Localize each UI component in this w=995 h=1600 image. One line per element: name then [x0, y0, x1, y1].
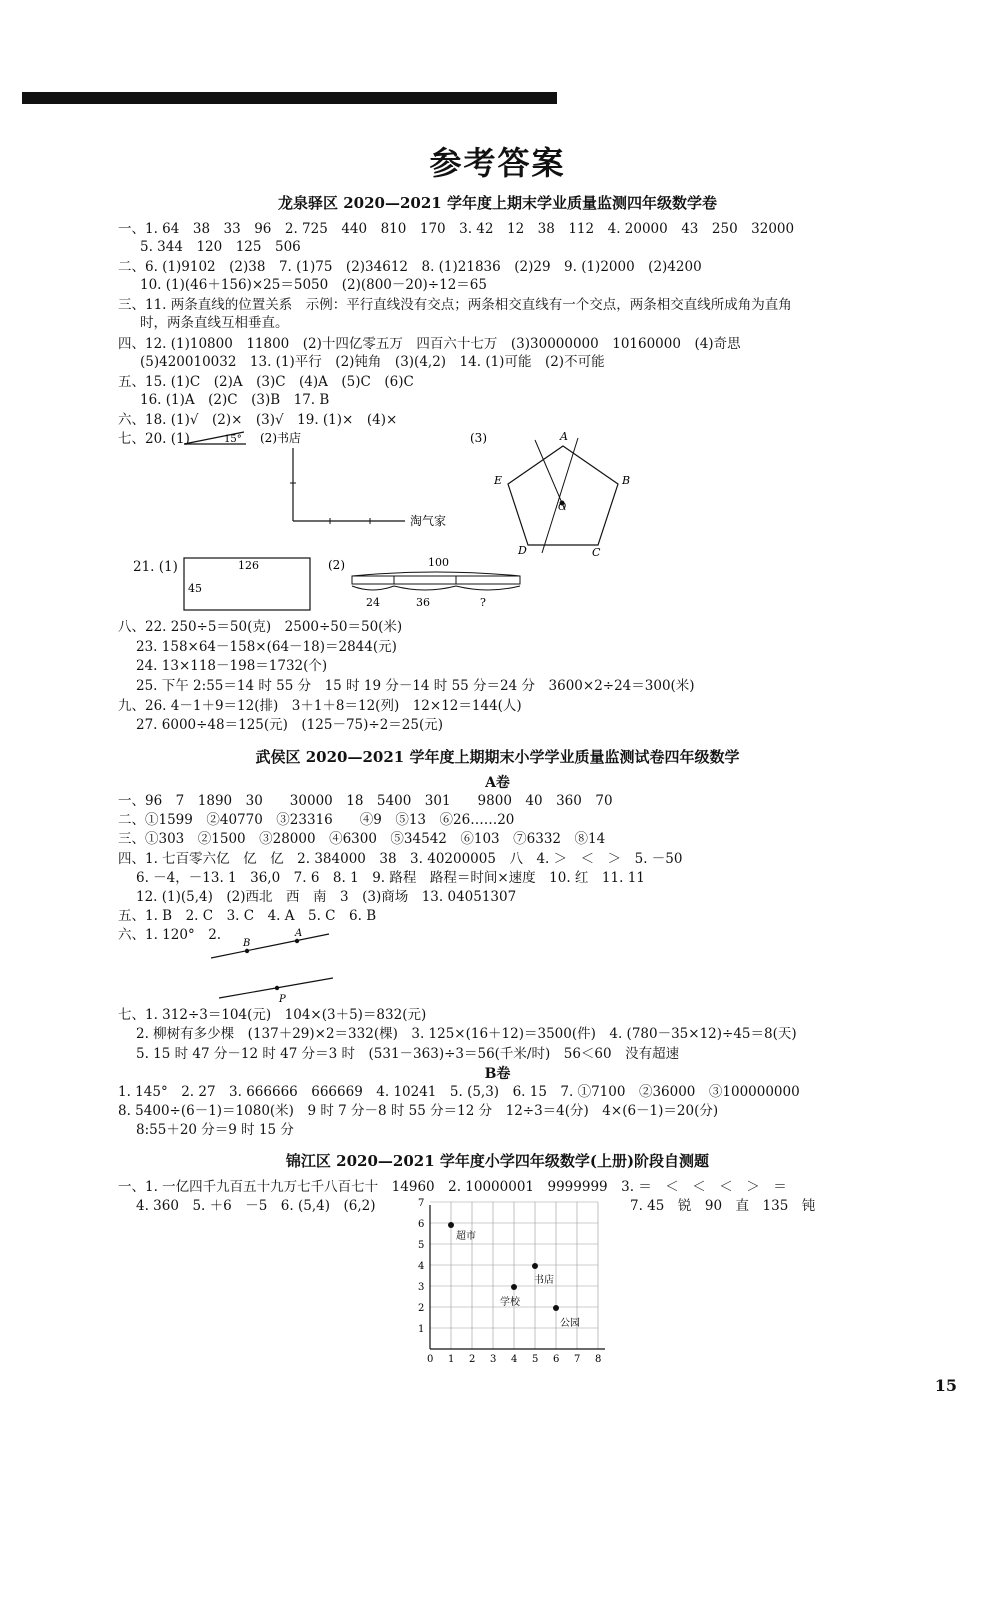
answer-line: 2. 柳树有多少棵 (137＋29)×2＝332(棵) 3. 125×(16＋12)＝3500(件) 4. (780－35×12)÷45＝8(天): [136, 1026, 797, 1042]
x-tick-label: 3: [490, 1354, 497, 1365]
angle-and-route-figure: [180, 428, 480, 538]
svg-text:D: D: [518, 544, 527, 557]
answer-line: 四、1. 七百零六亿 亿 亿 2. 384000 38 3. 40200005 八 4. ＞ ＜ ＞ 5. －50: [118, 851, 683, 867]
answer-line: 6. －4，－13. 1 36,0 7. 6 8. 1 9. 路程 路程＝时间×速度 10. 红 11. 11: [136, 870, 645, 886]
answer-line: 5. 344 120 125 506: [140, 239, 301, 255]
x-tick-label: 8: [595, 1354, 602, 1365]
svg-text:100: 100: [428, 556, 449, 569]
part-a-label: A卷: [485, 775, 510, 791]
answer-line: 25. 下午 2:55＝14 时 55 分 15 时 19 分－14 时 55 分＝24 分 3600×2÷24＝300(米): [136, 678, 695, 694]
answer-line: 时，两条直线互相垂直。: [140, 315, 289, 331]
section-heading-jinjiang: 锦江区 2020—2021 学年度小学四年级数学(上册)阶段自测题: [285, 1152, 710, 1170]
answer-line: 四、12. (1)10800 11800 (2)十四亿零五万 四百六十七万 (3)30000000 10160000 (4)奇思: [118, 336, 741, 352]
answer-line: 一、96 7 1890 30 30000 18 5400 301 9800 40 360 70: [118, 793, 613, 809]
svg-text:C: C: [592, 546, 601, 559]
answer-line: 27. 6000÷48＝125(元) (125－75)÷2＝25(元): [136, 717, 443, 733]
svg-text:126: 126: [238, 559, 259, 572]
svg-text:(2): (2): [328, 558, 345, 572]
y-tick-label: 4: [418, 1261, 425, 1272]
answer-line: (5)420010032 13. (1)平行 (2)钝角 (3)(4,2) 14. (1)可能 (2)不可能: [140, 354, 605, 370]
svg-text:B: B: [622, 474, 631, 487]
y-tick-label: 3: [418, 1282, 425, 1293]
answer-line: 三、11. 两条直线的位置关系 示例：平行直线没有交点；两条相交直线有一个交点，两条相交直线所成角为直角: [118, 297, 792, 313]
svg-text:A: A: [560, 430, 568, 443]
answer-line: 16. (1)A (2)C (3)B 17. B: [140, 392, 330, 408]
page-title: 参考答案: [429, 144, 566, 182]
answer-line: 一、1. 64 38 33 96 2. 725 440 810 170 3. 42 12 38 112 4. 20000 43 250 32000: [118, 221, 795, 237]
answer-line: 23. 158×64－158×(64－18)＝2844(元): [136, 639, 397, 655]
answer-line: 七、1. 312÷3＝104(元) 104×(3＋5)＝832(元): [118, 1007, 427, 1023]
x-tick-label: 4: [511, 1354, 518, 1365]
page-number: 15: [934, 1376, 957, 1395]
svg-text:学校: 学校: [500, 1297, 520, 1308]
answer-line: 5. 15 时 47 分－12 时 47 分＝3 时 (531－363)÷3＝56(千米/时) 56＜60 没有超速: [136, 1046, 680, 1062]
answer-line: 21. (1): [133, 559, 178, 575]
answer-line: 六、18. (1)√ (2)× (3)√ 19. (1)× (4)×: [118, 412, 398, 428]
answer-line: 8:55＋20 分＝9 时 15 分: [136, 1122, 294, 1138]
svg-text:超市: 超市: [456, 1231, 476, 1242]
svg-text:公园: 公园: [560, 1318, 580, 1329]
x-tick-label: 0: [427, 1354, 434, 1365]
x-tick-label: 5: [532, 1354, 539, 1365]
lines-figure: [205, 922, 345, 1006]
svg-text:36: 36: [416, 596, 430, 609]
answer-line: 24. 13×118－198＝1732(个): [136, 658, 328, 674]
answer-line: 五、1. B 2. C 3. C 4. A 5. C 6. B: [118, 908, 377, 924]
svg-text:45: 45: [188, 582, 202, 595]
answer-line: 一、1. 一亿四千九百五十九万七千八百七十 14960 2. 10000001 9999999 3. ＝ ＜ ＜ ＜ ＞ ＝: [118, 1179, 787, 1195]
svg-text:A: A: [295, 928, 303, 939]
rect-and-brace-figure: [180, 552, 540, 614]
answer-line: 九、26. 4－1＋9＝12(排) 3＋1＋8＝12(列) 12×12＝144(人): [118, 698, 522, 714]
answer-line: 六、1. 120° 2.: [118, 927, 222, 943]
route-end-label: 淘气家: [410, 514, 447, 528]
answer-line: 8. 5400÷(6－1)＝1080(米) 9 时 7 分－8 时 55 分＝12 分 12÷3＝4(分) 4×(6－1)＝20(分): [118, 1103, 719, 1119]
x-tick-label: 2: [469, 1354, 476, 1365]
y-tick-label: 6: [418, 1219, 425, 1230]
svg-text:?: ?: [480, 596, 486, 609]
y-tick-label: 7: [418, 1198, 425, 1209]
section-heading-wuhou: 武侯区 2020—2021 学年度上期期末小学学业质量监测试卷四年级数学: [255, 748, 740, 766]
angle-label: 15°: [224, 434, 242, 445]
answer-line: 4. 360 5. ＋6 －5 6. (5,4) (6,2): [136, 1198, 376, 1214]
pentagon-figure: [460, 428, 660, 563]
answer-line: 二、6. (1)9102 (2)38 7. (1)75 (2)34612 8. (1)21836 (2)29 9. (1)2000 (2)4200: [118, 259, 702, 275]
answer-line: 12. (1)(5,4) (2)西北 西 南 3 (3)商场 13. 04051307: [136, 889, 517, 905]
svg-text:(3): (3): [470, 431, 487, 445]
answer-line: 七、20. (1): [118, 431, 190, 447]
svg-text:E: E: [494, 474, 503, 487]
x-tick-label: 7: [574, 1354, 581, 1365]
svg-text:B: B: [243, 938, 251, 949]
answer-line: 7. 45 锐 90 直 135 钝: [630, 1198, 816, 1214]
section-heading-longquanyi: 龙泉驿区 2020—2021 学年度上期末学业质量监测四年级数学卷: [278, 194, 717, 212]
answer-line: 1. 145° 2. 27 3. 666666 666669 4. 10241 5. (5,3) 6. 15 7. ①7100 ②36000 ③100000000: [118, 1084, 800, 1100]
x-tick-label: 1: [448, 1354, 455, 1365]
answer-line: 二、①1599 ②40770 ③23316 ④9 ⑤13 ⑥26……20: [118, 812, 515, 828]
coordinate-grid: [410, 1198, 610, 1370]
answer-line: 10. (1)(46＋156)×25＝5050 (2)(800－20)÷12＝65: [140, 277, 487, 293]
svg-text:24: 24: [366, 596, 380, 609]
x-tick-label: 6: [553, 1354, 560, 1365]
header-bar: [22, 92, 557, 104]
part-b-label: B卷: [484, 1066, 511, 1082]
answer-line: 三、①303 ②1500 ③28000 ④6300 ⑤34542 ⑥103 ⑦6332 ⑧14: [118, 831, 606, 847]
answer-line: 五、15. (1)C (2)A (3)C (4)A (5)C (6)C: [118, 374, 414, 390]
y-tick-label: 5: [418, 1240, 425, 1251]
y-tick-label: 1: [418, 1324, 425, 1335]
svg-text:书店: 书店: [534, 1275, 554, 1286]
route-start-label: (2)书店: [260, 431, 301, 445]
y-tick-label: 2: [418, 1303, 425, 1314]
answer-line: 八、22. 250÷5＝50(克) 2500÷50＝50(米): [118, 619, 403, 635]
svg-text:O: O: [558, 502, 567, 513]
svg-text:P: P: [279, 994, 286, 1005]
